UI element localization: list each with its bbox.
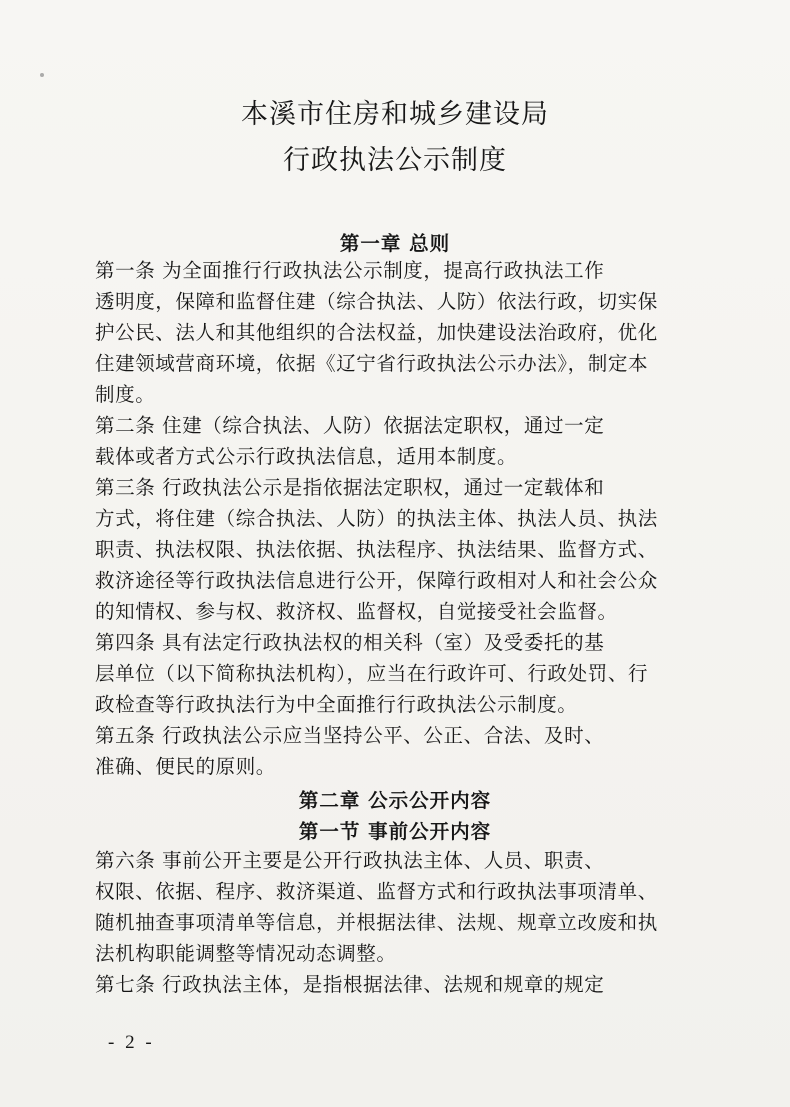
body-line: 准确、便民的原则。 bbox=[95, 755, 276, 778]
body-line: 第一条 为全面推行行政执法公示制度，提高行政执法工作 bbox=[95, 259, 605, 282]
body-line: 随机抽查事项清单等信息，并根据法律、法规、规章立改废和执 bbox=[95, 911, 658, 934]
document-title-line2: 行政执法公示制度 bbox=[283, 145, 507, 176]
body-line: 住建领域营商环境，依据《辽宁省行政执法公示办法》，制定本 bbox=[95, 352, 649, 375]
chapter2-heading: 第二章 公示公开内容 bbox=[298, 789, 492, 812]
body-line: 的知情权、参与权、救济权、监督权，自觉接受社会监督。 bbox=[95, 600, 618, 623]
chapter1-heading: 第一章 总则 bbox=[339, 232, 451, 255]
body-line: 第五条 行政执法公示应当坚持公平、公正、合法、及时、 bbox=[95, 724, 605, 747]
body-line: 方式，将住建（综合执法、人防）的执法主体、执法人员、执法 bbox=[95, 507, 658, 530]
scan-speck bbox=[40, 73, 44, 77]
body-line: 救济途径等行政执法信息进行公开，保障行政相对人和社会公众 bbox=[95, 569, 658, 592]
body-line: 制度。 bbox=[95, 383, 156, 406]
body-line: 透明度，保障和监督住建（综合执法、人防）依法行政，切实保 bbox=[95, 290, 658, 313]
body-line: 第三条 行政执法公示是指依据法定职权，通过一定载体和 bbox=[95, 476, 605, 499]
body-line: 第七条 行政执法主体，是指根据法律、法规和规章的规定 bbox=[95, 973, 605, 996]
body-line: 权限、依据、程序、救济渠道、监督方式和行政执法事项清单、 bbox=[95, 880, 658, 903]
body-line: 第二条 住建（综合执法、人防）依据法定职权，通过一定 bbox=[95, 414, 605, 437]
body-line: 政检查等行政执法行为中全面推行行政执法公示制度。 bbox=[95, 693, 578, 716]
body-line: 护公民、法人和其他组织的合法权益，加快建设法治政府，优化 bbox=[95, 321, 658, 344]
body-line: 层单位（以下简称执法机构），应当在行政许可、行政处罚、行 bbox=[95, 662, 649, 685]
body-line: 第四条 具有法定行政执法权的相关科（室）及受委托的基 bbox=[95, 631, 605, 654]
document-title-line1: 本溪市住房和城乡建设局 bbox=[241, 99, 549, 130]
body-line: 第六条 事前公开主要是公开行政执法主体、人员、职责、 bbox=[95, 849, 605, 872]
body-line: 载体或者方式公示行政执法信息，适用本制度。 bbox=[95, 445, 518, 468]
body-line: 法机构职能调整等情况动态调整。 bbox=[95, 942, 397, 965]
page-number: - 2 - bbox=[108, 1032, 155, 1053]
body-line: 职责、执法权限、执法依据、执法程序、执法结果、监督方式、 bbox=[95, 538, 658, 561]
section1-heading: 第一节 事前公开内容 bbox=[298, 820, 492, 843]
